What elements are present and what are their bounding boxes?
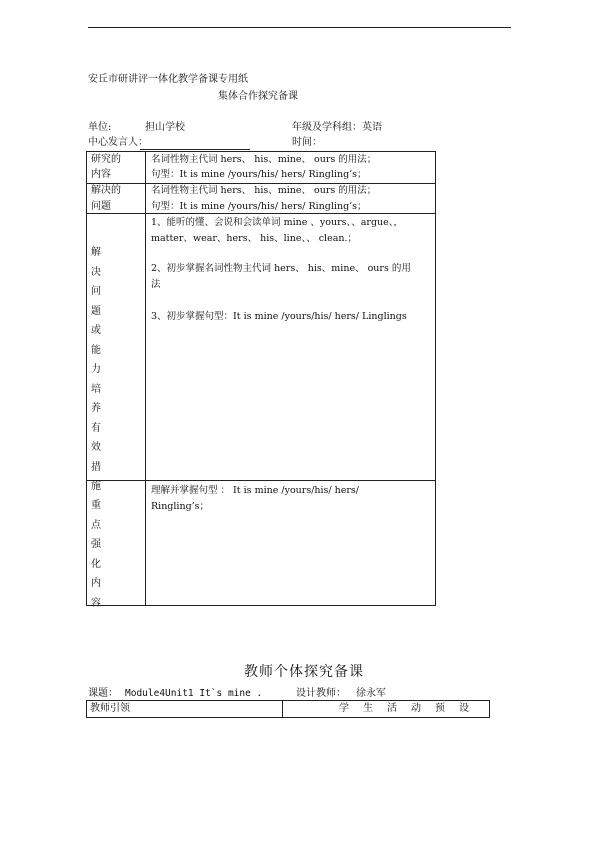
row-research-text-line1: 名词性物主代词 hers、 his、mine、 ours 的用法； (151, 154, 377, 165)
section2-title: 教师个体探究备课 (244, 664, 364, 680)
row-measures-item1-line2: matter、wear、hers、 his、line、、 clean.； (151, 233, 358, 244)
row-solve-label-line1: 解决的 (91, 185, 121, 196)
topic-value: Module4Unit1 It`s mine . (125, 688, 263, 699)
row-solve-text-line2: 句型：It is mine /yours/his/ hers/ Ringling’s； (151, 201, 367, 212)
row-focus-text-line1: 理解并掌握句型 ： It is mine /yours/his/ hers/ (151, 485, 360, 496)
row-solve-label-line2: 问题 (91, 201, 111, 212)
org-title: 安丘市研讲评一体化教学备课专用纸 (88, 74, 248, 85)
speaker-label: 中心发言人： (88, 137, 148, 148)
row-measures-item2-line2: 法 (151, 279, 161, 290)
unit-label: 单位: (88, 122, 112, 133)
row-solve-text-line1: 名词性物主代词 hers、 his、mine、 ours 的用法； (151, 185, 377, 196)
topic-label: 课题： (88, 688, 118, 699)
teacher-lead-header: 教师引领 (90, 703, 130, 714)
row-measures-item2-line1: 2、初步掌握名词性物主代词 hers、 his、mine、 ours 的用 (151, 263, 411, 274)
time-label: 时间： (292, 137, 322, 148)
designer-value: 徐永军 (356, 688, 386, 699)
row-research-label-line2: 内容 (91, 169, 111, 180)
student-activity-header: 学生活动预设 (339, 703, 483, 714)
designer-label: 设计教师： (296, 688, 346, 699)
row-measures-item3: 3、初步掌握句型：It is mine /yours/his/ hers/ Linglings (151, 311, 407, 322)
top-rule (88, 27, 511, 28)
row-research-text-line2: 句型：It is mine /yours/his/ hers/ Ringling’s； (151, 169, 367, 180)
row-focus-label: 重点强化内容 (91, 500, 101, 609)
row-measures-label: 解决问题或能力培养有效措施 (91, 247, 101, 492)
grade-subject-label: 年级及学科组：英语 (292, 122, 382, 133)
page-subtitle: 集体合作探究备课 (218, 91, 298, 102)
unit-value: 担山学校 (145, 122, 185, 133)
row-focus-text-line2: Ringling’s； (151, 501, 210, 512)
row-research-label-line1: 研究的 (91, 154, 121, 165)
speaker-underline (140, 149, 250, 150)
row-measures-item1-line1: 1、能听的懂、会说和会读单词 mine 、yours、、argue、， (151, 217, 404, 228)
